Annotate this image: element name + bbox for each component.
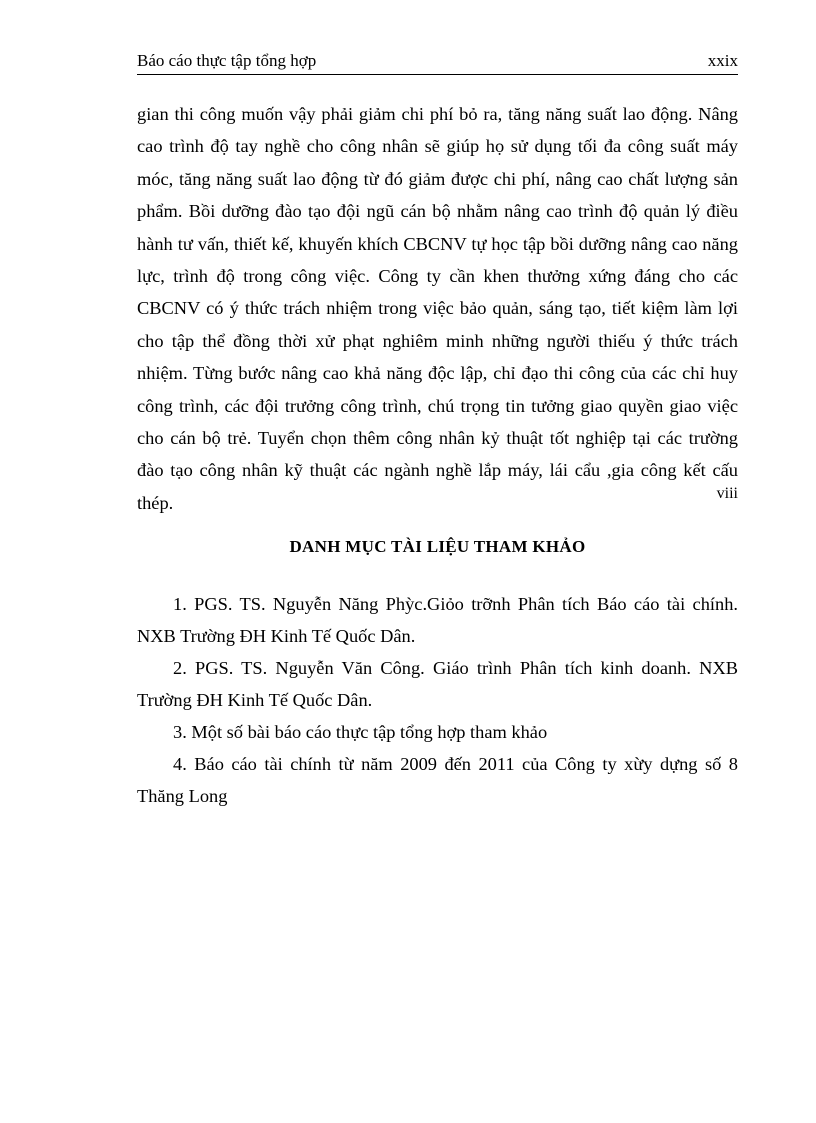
header-page-number: xxix <box>707 51 738 70</box>
references-list <box>137 588 738 812</box>
reference-item-4: 4. Báo cáo tài chính từ năm 2009 đến 2011 của Công ty xừy dựng số 8 Thăng Long <box>137 754 738 806</box>
section-marker: viii <box>716 485 738 502</box>
page-header <box>137 50 738 75</box>
body-paragraph: gian thi công muốn vậy phải giảm chi phí bỏ ra, tăng năng suất lao động. Nâng cao trình độ tay nghề cho công nhân sẽ giúp họ sử dụng tối đa công suất máy móc, tăng năng suất lao động từ đó giảm được chi phí, nâng cao chất lượng sản phẩm. Bồi dưỡng đào tạo đội ngũ cán bộ nhằm nâng cao trình độ quản lý điều hành tư vấn, thiết kế, khuyến khích CBCNV tự học tập bồi dưỡng nâng cao năng lực, trình độ trong công việc. Công ty cần khen thưởng xứng đáng cho các CBCNV có ý thức trách nhiệm trong việc bảo quản, sáng tạo, tiết kiệm làm lợi cho tập thể đồng thời xử phạt nghiêm minh những người thiếu ý thức trách nhiệm. Từng bước nâng cao khả năng độc lập, chỉ đạo thi công của các chỉ huy công trình, các đội trưởng công trình, chú trọng tin tưởng giao quyền giao việc cho cán bộ trẻ. Tuyển chọn thêm công nhân kỷ thuật tốt nghiệp tại các trường đào tạo công nhân kỹ thuật các ngành nghề lắp máy, lái cẩu ,gia công kết cấu thép. <box>137 104 738 513</box>
reference-item-1: 1. PGS. TS. Nguyễn Năng Phỳc.Giỏo trỡnh Phân tích Báo cáo tài chính. NXB Trường ĐH Kinh Tế Quốc Dân. <box>137 594 738 646</box>
references-heading: DANH MỤC TÀI LIỆU THAM KHẢO <box>289 537 586 556</box>
header-title: Báo cáo thực tập tổng hợp <box>137 51 317 70</box>
reference-item-2: 2. PGS. TS. Nguyễn Văn Công. Giáo trình Phân tích kinh doanh. NXB Trường ĐH Kinh Tế Quốc Dân. <box>137 658 738 710</box>
reference-item-3: 3. Một số bài báo cáo thực tập tổng hợp tham khảo <box>173 722 548 742</box>
